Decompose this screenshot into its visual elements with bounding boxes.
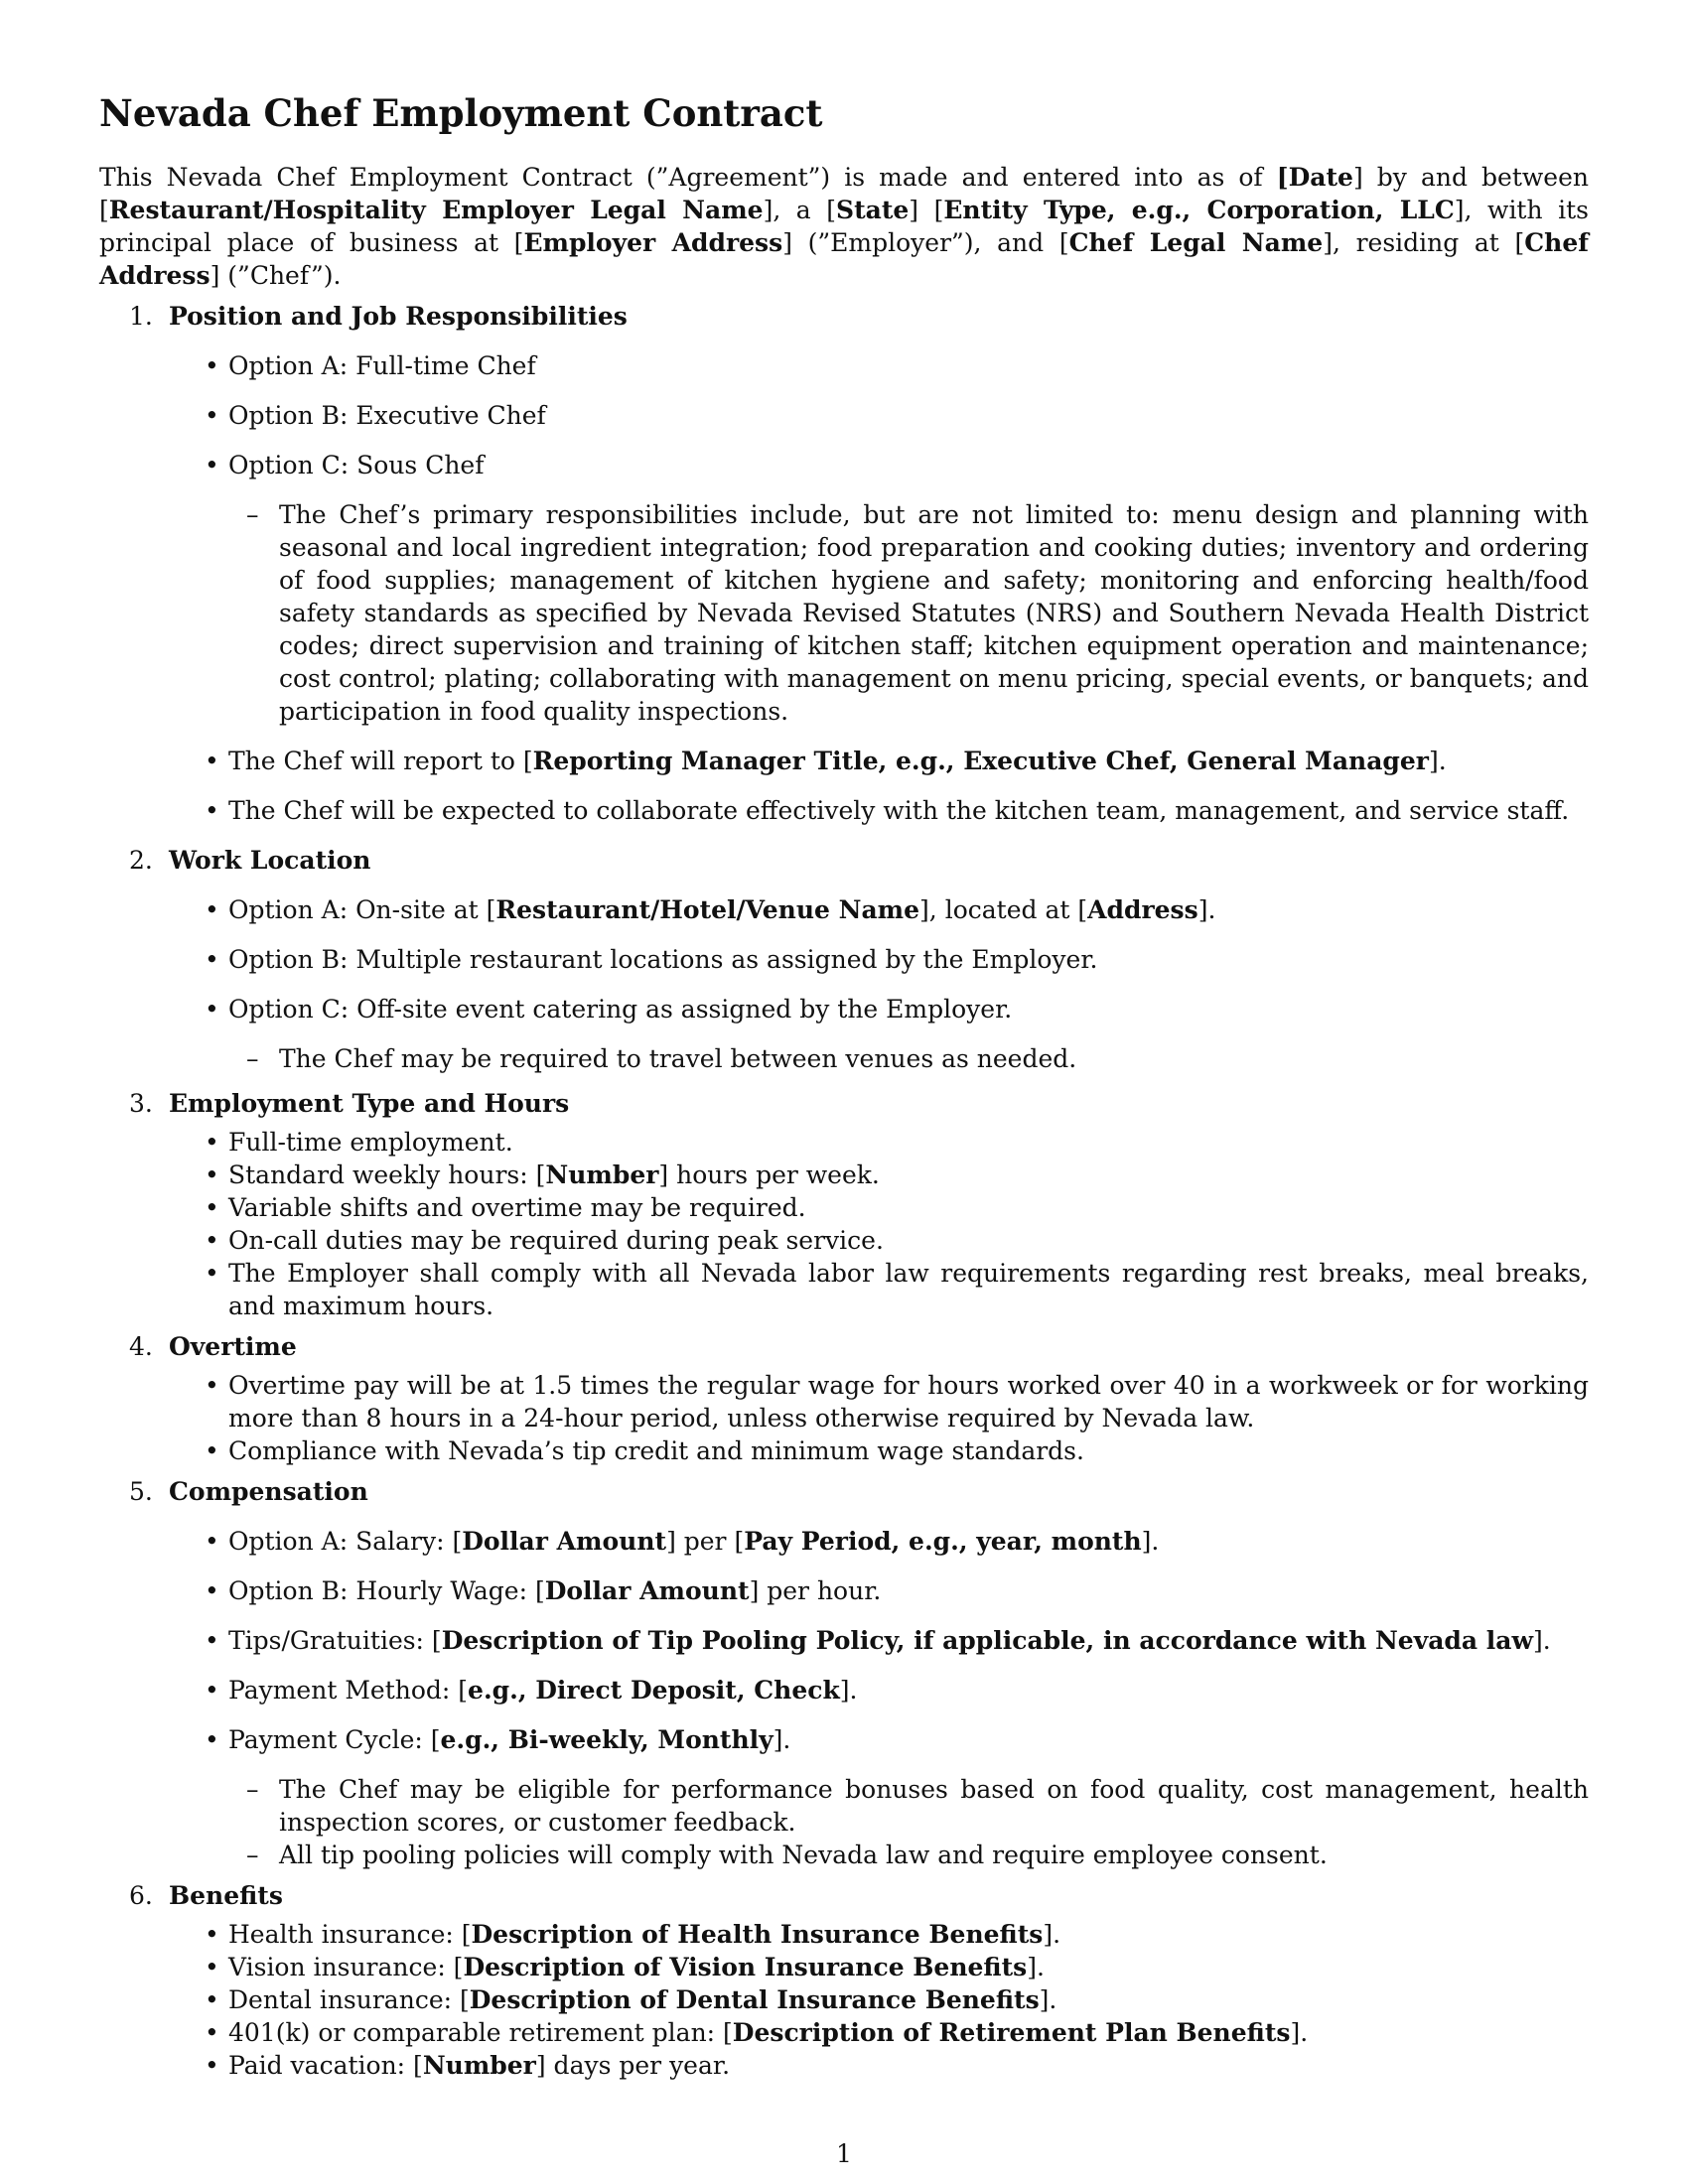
placeholder-field: Address (1087, 895, 1198, 924)
list-item (99, 794, 1589, 827)
placeholder-field: Chef Legal Name (1068, 228, 1324, 257)
section-heading (99, 1879, 1589, 1912)
bullet-icon: • (205, 1193, 219, 1222)
sub-list-item (99, 1839, 1589, 1871)
text-run: ]. (1290, 2018, 1309, 2047)
bullet-icon: • (205, 1953, 219, 1981)
section-2 (99, 844, 1589, 1075)
placeholder-field: Restaurant/Hospitality Employer Legal Name (108, 196, 764, 224)
sub-list-item (99, 1042, 1589, 1075)
text-run: Health insurance: [ (228, 1920, 472, 1949)
text-run: ]. (1197, 895, 1216, 924)
text-run: ]. (1027, 1953, 1045, 1981)
text-run: ], located at [ (919, 895, 1088, 924)
text-run: ]. (839, 1676, 858, 1705)
list-item (99, 2049, 1589, 2082)
placeholder-field: Number (545, 1160, 659, 1189)
bullet-icon: • (205, 2018, 219, 2047)
section-4 (99, 1330, 1589, 1467)
text-run: The Chef may be eligible for performance bonuses based on food quality, cost management, health inspection scores, or customer feedback. (279, 1775, 1589, 1837)
list-item (99, 1224, 1589, 1257)
document-title: Nevada Chef Employment Contract (99, 91, 823, 135)
text-run: Option B: Multiple restaurant locations as assigned by the Employer. (228, 945, 1098, 974)
list-item (99, 449, 1589, 481)
bullet-icon: • (205, 995, 219, 1024)
text-run: ]. (1141, 1527, 1160, 1556)
text-run: The Chef will be expected to collaborate effectively with the kitchen team, management, and service staff. (228, 796, 1570, 825)
bullet-icon: • (205, 895, 219, 924)
text-run: Option C: Sous Chef (228, 451, 485, 479)
text-run: The Employer shall comply with all Nevada labor law requirements regarding rest breaks, meal breaks, and maximum hours. (228, 1259, 1589, 1320)
placeholder-field: e.g., Bi-weekly, Monthly (440, 1725, 774, 1754)
text-run: ], with its principal place of business at [ (99, 196, 1589, 257)
dash-marker-icon: – (246, 1044, 259, 1073)
placeholder-field: Restaurant/Hotel/Venue Name (495, 895, 920, 924)
section-number: 3. (129, 1089, 153, 1118)
list-item (99, 349, 1589, 382)
text-run: 401(k) or comparable retirement plan: [ (228, 2018, 733, 2047)
list-item (99, 943, 1589, 976)
placeholder-field: Description of Retirement Plan Benefits (732, 2018, 1291, 2047)
section-heading (99, 1330, 1589, 1363)
text-run: ] (”Employer”), and [ (782, 228, 1069, 257)
section-number: 6. (129, 1881, 153, 1910)
text-run: ]. (1039, 1985, 1057, 2014)
list-item (99, 2016, 1589, 2049)
text-run: Option C: Off-site event catering as assigned by the Employer. (228, 995, 1013, 1024)
list-item (99, 1191, 1589, 1224)
placeholder-field: Description of Vision Insurance Benefits (463, 1953, 1028, 1981)
bullet-icon: • (205, 351, 219, 380)
text-run: Option B: Executive Chef (228, 401, 546, 430)
bullet-icon: • (205, 1436, 219, 1465)
placeholder-field: Dollar Amount (462, 1527, 667, 1556)
list-item (99, 893, 1589, 926)
text-run: ], a [ (763, 196, 837, 224)
text-run: Option A: Salary: [ (228, 1527, 463, 1556)
bullet-icon: • (205, 1128, 219, 1157)
intro-paragraph (99, 161, 1589, 292)
list-item (99, 1525, 1589, 1558)
list-item (99, 1257, 1589, 1322)
section-heading (99, 1475, 1589, 1508)
text-run: ] per [ (666, 1527, 745, 1556)
text-run: Standard weekly hours: [ (228, 1160, 546, 1189)
text-run: ] days per year. (535, 2051, 731, 2080)
text-run: Option A: On-site at [ (228, 895, 496, 924)
text-run: The Chef will report to [ (228, 747, 533, 775)
list-item (99, 1159, 1589, 1191)
placeholder-field: e.g., Direct Deposit, Check (468, 1676, 840, 1705)
text-run: ] hours per week. (658, 1160, 880, 1189)
section-6 (99, 1879, 1589, 2082)
bullet-icon: • (205, 1676, 219, 1705)
text-run: ] [ (909, 196, 944, 224)
text-run: The Chef may be required to travel between venues as needed. (279, 1044, 1077, 1073)
bullet-icon: • (205, 2051, 219, 2080)
text-run: Option B: Hourly Wage: [ (228, 1576, 545, 1605)
dash-marker-icon: – (246, 1841, 259, 1869)
section-number: 5. (129, 1477, 153, 1506)
text-run: Payment Cycle: [ (228, 1725, 441, 1754)
text-run: Full-time employment. (228, 1128, 513, 1157)
section-title: Employment Type and Hours (169, 1089, 570, 1118)
bullet-icon: • (205, 945, 219, 974)
placeholder-field: Dollar Amount (544, 1576, 750, 1605)
text-run: ] by and between [ (99, 163, 1589, 224)
contract-page (99, 79, 1589, 2082)
bullet-icon: • (205, 1576, 219, 1605)
section-number: 4. (129, 1332, 153, 1361)
section-title: Work Location (169, 846, 371, 875)
placeholder-field: Number (422, 2051, 536, 2080)
section-3 (99, 1087, 1589, 1322)
text-run: ] (”Chef”). (210, 261, 342, 290)
text-run: ] per hour. (749, 1576, 882, 1605)
section-title: Benefits (169, 1881, 283, 1910)
text-run: Variable shifts and overtime may be required. (228, 1193, 806, 1222)
section-number: 1. (129, 302, 153, 331)
placeholder-field: Pay Period, e.g., year, month (744, 1527, 1142, 1556)
dash-marker-icon: – (246, 500, 259, 529)
text-run: Paid vacation: [ (228, 2051, 423, 2080)
dash-marker-icon: – (246, 1775, 259, 1804)
bullet-icon: • (205, 1160, 219, 1189)
bullet-icon: • (205, 1371, 219, 1400)
text-run: ], residing at [ (1323, 228, 1525, 257)
placeholder-field: Reporting Manager Title, e.g., Executive Chef, General Manager (532, 747, 1429, 775)
text-run: ]. (1428, 747, 1447, 775)
bullet-icon: • (205, 451, 219, 479)
text-run: The Chef’s primary responsibilities include, but are not limited to: menu design and planning with seasonal and local ingredient integration; food preparation and cooking duties; inventory and ordering of food supplies; management of kitchen hygiene and safety; monitoring and enforcing health/food safety standards as specified by Nevada Revised Statutes (NRS) and Southern Nevada Health District codes; direct supervision and training of kitchen staff; kitchen equipment operation and maintenance; cost control; plating; collaborating with management on menu pricing, special events, or banquets; and participation in food quality inspections. (279, 500, 1589, 726)
section-number: 2. (129, 846, 153, 875)
placeholder-field: Chef Address (99, 228, 1589, 290)
section-title: Overtime (169, 1332, 297, 1361)
bullet-icon: • (205, 1226, 219, 1255)
sections-container (99, 300, 1589, 2082)
placeholder-field: [Date (1276, 163, 1353, 192)
text-run: All tip pooling policies will comply with Nevada law and require employee consent. (279, 1841, 1328, 1869)
bullet-icon: • (205, 1725, 219, 1754)
bullet-icon: • (205, 796, 219, 825)
list-item (99, 1918, 1589, 1951)
text-run: On-call duties may be required during peak service. (228, 1226, 884, 1255)
text-run: ]. (773, 1725, 791, 1754)
sub-list-item (99, 498, 1589, 728)
list-item (99, 1434, 1589, 1467)
text-run: Overtime pay will be at 1.5 times the regular wage for hours worked over 40 in a workweek or for working more than 8 hours in a 24-hour period, unless otherwise required by Nevada law. (228, 1371, 1589, 1433)
list-item (99, 1674, 1589, 1706)
list-item (99, 1951, 1589, 1983)
text-run: Compliance with Nevada’s tip credit and minimum wage standards. (228, 1436, 1084, 1465)
list-item (99, 745, 1589, 777)
text-run: Payment Method: [ (228, 1676, 469, 1705)
sub-list-item (99, 1773, 1589, 1839)
placeholder-field: Entity Type, e.g., Corporation, LLC (943, 196, 1455, 224)
list-item (99, 993, 1589, 1025)
text-run: Option A: Full-time Chef (228, 351, 536, 380)
list-item (99, 1369, 1589, 1434)
section-heading (99, 300, 1589, 333)
text-run: Tips/Gratuities: [ (228, 1626, 442, 1655)
list-item (99, 1574, 1589, 1607)
list-item (99, 1126, 1589, 1159)
text-run: ]. (1043, 1920, 1061, 1949)
bullet-icon: • (205, 1527, 219, 1556)
bullet-icon: • (205, 747, 219, 775)
placeholder-field: State (836, 196, 910, 224)
section-1 (99, 300, 1589, 827)
bullet-icon: • (205, 1920, 219, 1949)
text-run: This Nevada Chef Employment Contract (”Agreement”) is made and entered into as of (99, 163, 1277, 192)
section-heading (99, 844, 1589, 877)
list-item (99, 1983, 1589, 2016)
text-run: Vision insurance: [ (228, 1953, 464, 1981)
list-item (99, 1624, 1589, 1657)
section-5 (99, 1475, 1589, 1871)
bullet-icon: • (205, 1985, 219, 2014)
bullet-icon: • (205, 1626, 219, 1655)
text-run: Dental insurance: [ (228, 1985, 470, 2014)
placeholder-field: Description of Tip Pooling Policy, if applicable, in accordance with Nevada law (441, 1626, 1534, 1655)
placeholder-field: Description of Health Insurance Benefits (471, 1920, 1044, 1949)
text-run: ]. (1533, 1626, 1551, 1655)
placeholder-field: Employer Address (523, 228, 783, 257)
list-item (99, 399, 1589, 432)
placeholder-field: Description of Dental Insurance Benefits (469, 1985, 1040, 2014)
bullet-icon: • (205, 1259, 219, 1288)
section-title: Compensation (169, 1477, 368, 1506)
section-title: Position and Job Responsibilities (169, 302, 628, 331)
page-number: 1 (836, 2139, 852, 2168)
bullet-icon: • (205, 401, 219, 430)
section-heading (99, 1087, 1589, 1120)
list-item (99, 1723, 1589, 1756)
